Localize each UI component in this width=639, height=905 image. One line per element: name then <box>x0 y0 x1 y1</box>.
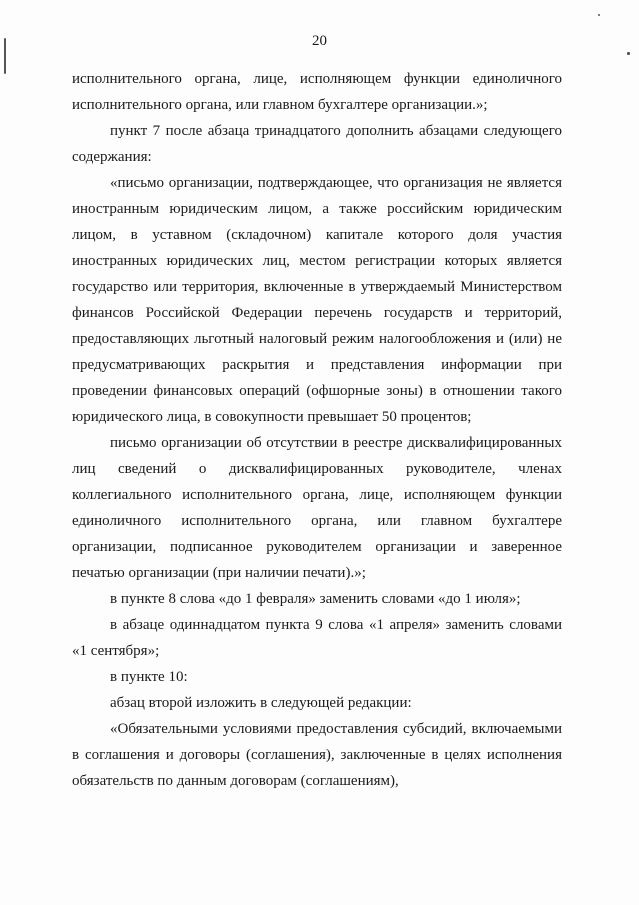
paragraph-letter-disqualified: письмо организации об отсутствии в реестре дисквалифицированных лиц сведений о дисквалифицированных руководителе, членах коллегиального исполнительного органа, лице, исполняющем функции единоличного исполнительного органа, или главном бухгалтере организации, подписанное руководителем организации и заверенное печатью организации (при наличии печати).»; <box>72 435 562 581</box>
paragraph-letter-confirmation: «письмо организации, подтверждающее, что организация не является иностранным юридическим лицом, а также российским юридическим лицом, в уставном (складочном) капитале которого доля участия иностранных юридических лиц, местом регистрации которых является государство или территория, включенные в утверждаемый Министерством финансов Российской Федерации перечень государств и территорий, предоставляющих льготный налоговый режим налогообложения и (или) не предусматривающих раскрытия и представления информации при проведении финансовых операций (офшорные зоны) в отношении такого юридического лица, в совокупности превышает 50 процентов; <box>72 175 562 425</box>
paragraph-continuation: исполнительного органа, лице, исполняющем функции единоличного исполнительного органа, или главном бухгалтере организации.»; <box>72 71 562 113</box>
scan-edge-mark-top <box>598 14 600 16</box>
paragraph-item-9: в абзаце одиннадцатом пункта 9 слова «1 апреля» заменить словами «1 сентября»; <box>72 617 562 659</box>
scan-edge-mark-right <box>627 52 630 55</box>
document-body <box>72 66 562 794</box>
paragraph-second-abzac: абзац второй изложить в следующей редакции: <box>110 695 412 711</box>
paragraph-item-10: в пункте 10: <box>110 669 188 685</box>
paragraph-item-8: в пункте 8 слова «до 1 февраля» заменить словами «до 1 июля»; <box>110 591 521 607</box>
paragraph-item-7-intro: пункт 7 после абзаца тринадцатого дополнить абзацами следующего содержания: <box>72 123 562 165</box>
paragraph-obligatory-conditions: «Обязательными условиями предоставления субсидий, включаемыми в соглашения и договоры (соглашения), заключенные в целях исполнения обязательств по данным договорам (соглашениям), <box>72 721 562 789</box>
page-number: 20 <box>312 33 327 49</box>
